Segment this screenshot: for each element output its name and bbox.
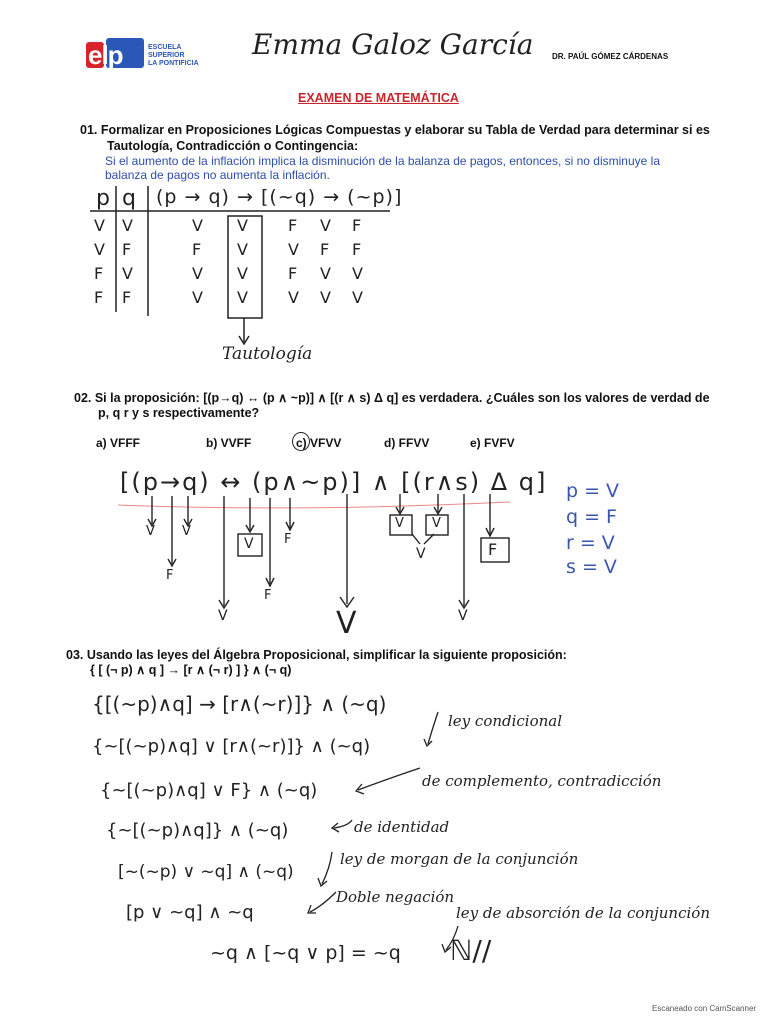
table-row-3 bbox=[92, 264, 382, 284]
school-name-line-3: LA PONTIFICIA bbox=[148, 60, 199, 67]
logo-text: elp bbox=[88, 40, 123, 70]
cell-a: F bbox=[192, 240, 202, 259]
final-answer-mark: ℕ// bbox=[450, 934, 492, 967]
option-c: c) VFVV bbox=[296, 436, 342, 450]
cell-c: V bbox=[320, 216, 331, 235]
q2-formula: [(p→q) ↔ (p∧~p)] ∧ [(r∧s) Δ q] bbox=[120, 468, 548, 496]
answer-q: q = F bbox=[566, 506, 617, 528]
student-signature: Emma Galoz García bbox=[252, 28, 534, 61]
cell-b: V bbox=[288, 288, 299, 307]
mark-v: V bbox=[432, 516, 441, 531]
q1-statement-1: 01. Formalizar en Proposiciones Lógicas Compuestas y elaborar su Tabla de Verdad para determinar si es bbox=[80, 123, 710, 137]
step-3: {~[(~p)∧q] ∨ F} ∧ (~q) bbox=[100, 780, 318, 801]
cell-q: F bbox=[122, 240, 132, 259]
q1-table-header-p: p bbox=[96, 186, 110, 211]
cell-main: V bbox=[237, 216, 248, 235]
table-row-1 bbox=[92, 216, 382, 236]
cell-q: V bbox=[122, 216, 133, 235]
q1-table-header-q: q bbox=[122, 186, 136, 211]
mark-f: F bbox=[284, 532, 292, 547]
school-name-line-2: SUPERIOR bbox=[148, 52, 185, 59]
cell-d: F bbox=[352, 240, 362, 259]
q1-blue-1: Si el aumento de la inflación implica la disminución de la balanza de pagos, entonces, si no disminuye la bbox=[105, 154, 660, 168]
step-6: [p ∨ ~q] ∧ ~q bbox=[126, 902, 254, 923]
q3-statement-1: 03. Usando las leyes del Álgebra Proposicional, simplificar la siguiente proposición: bbox=[66, 648, 567, 662]
q1-result: Tautología bbox=[222, 344, 313, 364]
mark-v-final: V bbox=[336, 606, 357, 641]
cell-d: V bbox=[352, 288, 363, 307]
step-1: {[(~p)∧q] → [r∧(~r)]} ∧ (~q) bbox=[92, 692, 387, 716]
cell-a: V bbox=[192, 288, 203, 307]
cell-b: F bbox=[288, 264, 298, 283]
cell-main: V bbox=[237, 288, 248, 307]
q2-statement-2: p, q r y s respectivamente? bbox=[98, 406, 260, 420]
mark-v: V bbox=[244, 536, 254, 552]
law-5: Doble negación bbox=[336, 888, 455, 906]
option-a: a) VFFF bbox=[96, 436, 140, 450]
cell-p: V bbox=[94, 216, 105, 235]
cell-b: V bbox=[288, 240, 299, 259]
school-name-line-1: ESCUELA bbox=[148, 44, 182, 51]
law-4: ley de morgan de la conjunción bbox=[340, 850, 579, 868]
mark-v: V bbox=[458, 608, 468, 624]
cell-b: F bbox=[288, 216, 298, 235]
mark-f: F bbox=[264, 588, 272, 603]
mark-v: V bbox=[146, 524, 155, 539]
step-7: ~q ∧ [~q ∨ p] = ~q bbox=[210, 942, 401, 964]
cell-q: F bbox=[122, 288, 132, 307]
cell-p: F bbox=[94, 264, 104, 283]
law-3: de identidad bbox=[354, 818, 450, 836]
mark-f: F bbox=[488, 540, 498, 559]
q2-statement-1: 02. Si la proposición: [(p→q) ↔ (p ∧ ~p)] ∧ [(r ∧ s) Δ q] es verdadera. ¿Cuáles son los valores de verdad de bbox=[74, 391, 710, 405]
step-4: {~[(~p)∧q]} ∧ (~q) bbox=[106, 820, 289, 841]
mark-v: V bbox=[416, 546, 426, 562]
cell-a: V bbox=[192, 264, 203, 283]
step-5: [~(~p) ∨ ~q] ∧ (~q) bbox=[118, 862, 294, 882]
cell-d: F bbox=[352, 216, 362, 235]
cell-d: V bbox=[352, 264, 363, 283]
law-6: ley de absorción de la conjunción bbox=[456, 904, 710, 922]
q1-blue-2: balanza de pagos no aumenta la inflación. bbox=[105, 168, 330, 182]
cell-a: V bbox=[192, 216, 203, 235]
option-c-circle bbox=[292, 432, 310, 451]
option-e: e) FVFV bbox=[470, 436, 515, 450]
q1-table-header-formula: (p → q) → [(~q) → (~p)] bbox=[156, 186, 403, 208]
cell-p: F bbox=[94, 288, 104, 307]
q3-statement-2: { [ (¬ p) ∧ q ] → [r ∧ (¬ r) ] } ∧ (¬ q) bbox=[90, 663, 292, 677]
mark-v: V bbox=[218, 608, 228, 624]
table-row-2 bbox=[92, 240, 382, 260]
answer-r: r = V bbox=[566, 532, 615, 554]
cell-q: V bbox=[122, 264, 133, 283]
mark-v: V bbox=[395, 516, 404, 531]
cell-p: V bbox=[94, 240, 105, 259]
option-d: d) FFVV bbox=[384, 436, 430, 450]
cell-c: F bbox=[320, 240, 330, 259]
q1-statement-2: Tautología, Contradicción o Contingencia: bbox=[107, 139, 359, 153]
option-b: b) VVFF bbox=[206, 436, 252, 450]
scanner-watermark: Escaneado con CamScanner bbox=[652, 1004, 757, 1013]
law-2: de complemento, contradicción bbox=[422, 772, 662, 790]
mark-v: V bbox=[182, 524, 191, 539]
law-1: ley condicional bbox=[448, 712, 563, 730]
step-2: {~[(~p)∧q] ∨ [r∧(~r)]} ∧ (~q) bbox=[92, 736, 371, 757]
answer-p: p = V bbox=[566, 480, 620, 502]
table-row-4 bbox=[92, 288, 382, 308]
cell-main: V bbox=[237, 240, 248, 259]
mark-f: F bbox=[166, 568, 174, 583]
teacher-name: DR. PAÚL GÓMEZ CÁRDENAS bbox=[552, 52, 669, 61]
exam-title: EXAMEN DE MATEMÁTICA bbox=[298, 91, 459, 105]
cell-c: V bbox=[320, 288, 331, 307]
cell-main: V bbox=[237, 264, 248, 283]
answer-s: s = V bbox=[566, 556, 617, 578]
cell-c: V bbox=[320, 264, 331, 283]
